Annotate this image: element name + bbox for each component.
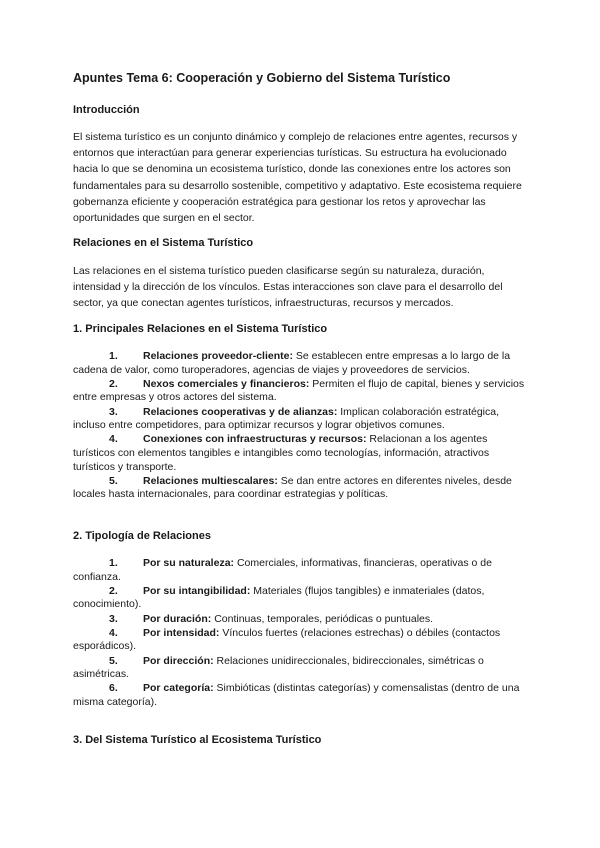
item-label: Por intensidad: <box>143 626 220 639</box>
item-number: 6. <box>109 682 118 695</box>
item-label: Por dirección: <box>143 654 214 667</box>
relaciones-heading: Relaciones en el Sistema Turístico <box>73 237 254 249</box>
item-text: Comerciales, informativas, financieras, operativas o de confianza. <box>73 557 492 583</box>
item-text: Continuas, temporales, periódicas o puntuales. <box>214 612 434 625</box>
intro-heading: Introducción <box>73 104 140 116</box>
item-number: 5. <box>109 654 118 667</box>
item-label: Por su naturaleza: <box>143 557 235 569</box>
list-item <box>73 585 528 612</box>
section2-list <box>73 557 528 710</box>
item-label: Por su intangibilidad: <box>143 584 251 597</box>
item-number: 2. <box>109 584 118 597</box>
list-item <box>73 682 528 709</box>
list-item <box>73 378 528 405</box>
list-item <box>73 475 528 502</box>
document-title: Apuntes Tema 6: Cooperación y Gobierno del Sistema Turístico <box>73 71 451 85</box>
item-text: Relacionan a los agentes turísticos con elementos tangibles e intangibles como tecnologías, información, atractivos turísticos y transporte. <box>73 433 490 473</box>
item-number: 1. <box>109 557 118 569</box>
item-number: 2. <box>109 377 118 390</box>
item-number: 1. <box>109 350 118 362</box>
item-label: Conexiones con infraestructuras y recursos: <box>143 433 367 446</box>
relaciones-paragraph: Las relaciones en el sistema turístico pueden clasificarse según su naturaleza, duración, intensidad y la dirección de los vínculos. Estas interacciones son clave para el desarrollo del sector, ya que conectan agentes turísticos, infraestructuras, recursos y mercados. <box>73 265 503 310</box>
item-text: Implican colaboración estratégica, incluso entre competidores, para optimizar recursos y lograr objetivos comunes. <box>73 405 500 432</box>
item-number: 3. <box>109 405 118 418</box>
list-item <box>73 406 528 433</box>
list-item <box>73 350 528 377</box>
section1-list <box>73 350 528 503</box>
item-label: Por duración: <box>143 612 212 625</box>
section2-heading: 2. Tipología de Relaciones <box>73 530 211 542</box>
list-item <box>73 655 528 682</box>
list-item <box>73 627 528 654</box>
item-label: Por categoría: <box>143 682 214 695</box>
item-label: Relaciones cooperativas y de alianzas: <box>143 405 338 418</box>
item-text: Se establecen entre empresas a lo largo de la cadena de valor, como turoperadores, agencias de viajes y proveedores de servicios. <box>73 350 511 376</box>
item-text: Se dan entre actores en diferentes niveles, desde locales hasta internacionales, para coordinar estrategias y políticas. <box>73 474 512 501</box>
item-text: Permiten el flujo de capital, bienes y servicios entre empresas y otros actores del sistema. <box>73 377 525 404</box>
item-number: 4. <box>109 433 118 446</box>
item-label: Nexos comerciales y financieros: <box>143 377 310 390</box>
section3-heading: 3. Del Sistema Turístico al Ecosistema Turístico <box>73 734 322 746</box>
item-number: 5. <box>109 474 118 487</box>
item-text: Vínculos fuertes (relaciones estrechas) o débiles (contactos esporádicos). <box>73 626 501 653</box>
item-label: Relaciones multiescalares: <box>143 474 278 487</box>
item-text: Relaciones unidireccionales, bidireccionales, simétricas o asimétricas. <box>73 654 484 681</box>
item-text: Simbióticas (distintas categorías) y comensalistas (dentro de una misma categoría). <box>73 682 520 708</box>
item-number: 3. <box>109 612 118 625</box>
list-item <box>73 557 528 584</box>
list-item <box>73 613 528 627</box>
intro-paragraph: El sistema turístico es un conjunto dinámico y complejo de relaciones entre agentes, recursos y entornos que interactúan para generar experiencias turísticas. Su estructura ha evolucionado hacia lo que se denomina un ecosistema turístico, donde las conexiones entre los actores son fundamentales para su desarrollo sostenible, competitivo y adaptativo. Este ecosistema requiere gobernanza eficiente y cooperación estratégica para gestionar los retos y aprovechar las oportunidades que surgen en el sector. <box>73 131 522 225</box>
item-label: Relaciones proveedor-cliente: <box>143 350 293 362</box>
list-item <box>73 433 528 474</box>
item-number: 4. <box>109 626 118 639</box>
item-text: Materiales (flujos tangibles) e inmateriales (datos, conocimiento). <box>73 584 485 611</box>
section1-heading: 1. Principales Relaciones en el Sistema Turístico <box>73 323 328 335</box>
